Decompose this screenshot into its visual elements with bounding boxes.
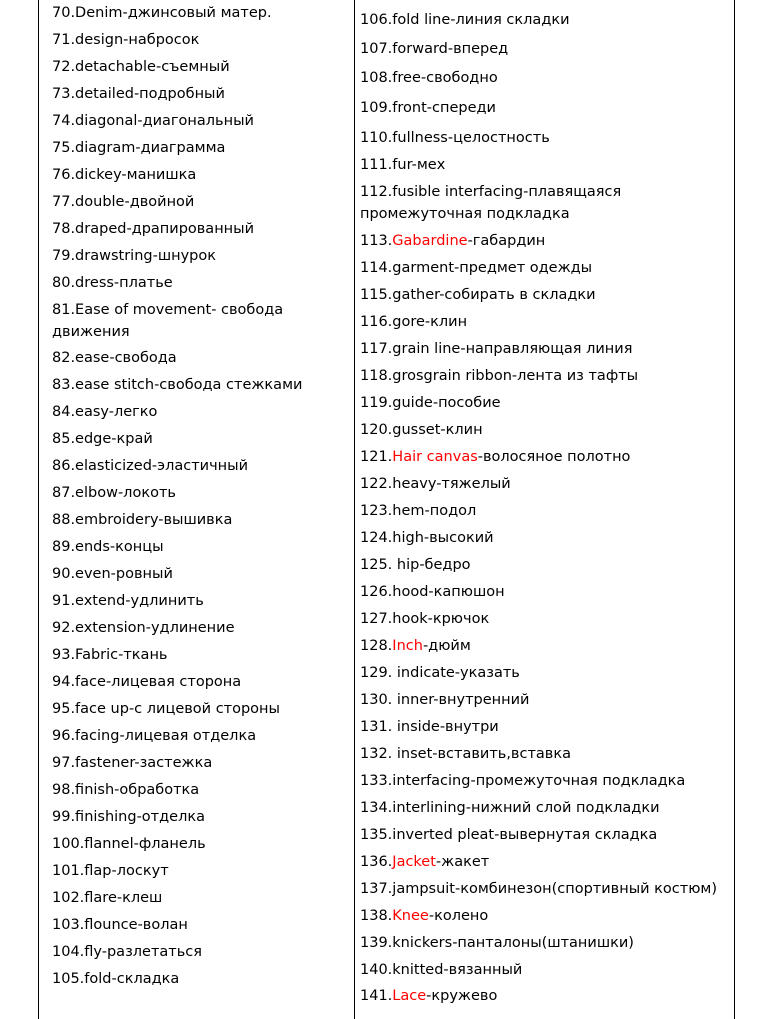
entry-text: 140.knitted-вязанный — [360, 962, 523, 978]
entry-text: 114.garment-предмет одежды — [360, 260, 593, 276]
glossary-entry — [52, 218, 254, 240]
glossary-entry — [360, 743, 571, 765]
entry-translation: -колено — [428, 908, 489, 924]
entry-translation: -дюйм — [422, 638, 471, 654]
highlighted-term: Hair canvas — [392, 449, 478, 465]
glossary-entry — [360, 905, 488, 927]
entry-text: 131. inside-внутри — [360, 719, 499, 735]
glossary-entry — [52, 110, 254, 132]
entry-text: 106.fold line-линия складки — [360, 12, 570, 28]
entry-text: 130. inner-внутренний — [360, 692, 530, 708]
entry-text: 135.inverted pleat-вывернутая складка — [360, 827, 658, 843]
entry-text: 86.elasticized-эластичный — [52, 458, 249, 474]
glossary-entry — [360, 284, 596, 306]
entry-text: 138. — [360, 908, 393, 924]
glossary-entry — [52, 509, 232, 531]
glossary-entry — [360, 67, 498, 89]
glossary-entry — [52, 482, 176, 504]
glossary-entry — [52, 617, 235, 639]
entry-text: 115.gather-собирать в складки — [360, 287, 596, 303]
entry-text: 90.even-ровный — [52, 566, 173, 582]
glossary-entry — [360, 392, 501, 414]
entry-translation: -кружево — [426, 988, 498, 1004]
table-border-right — [734, 0, 735, 1019]
entry-text: 116.gore-клин — [360, 314, 468, 330]
glossary-entry — [52, 914, 188, 936]
highlighted-term: Inch — [392, 638, 423, 654]
entry-text: 89.ends-концы — [52, 539, 164, 555]
glossary-entry — [360, 97, 496, 119]
glossary-entry — [360, 581, 505, 603]
glossary-entry — [52, 779, 199, 801]
glossary-entry — [52, 968, 179, 990]
glossary-entry — [360, 181, 621, 203]
entry-text: 75.diagram-диаграмма — [52, 140, 226, 156]
entry-text: 97.fastener-застежка — [52, 755, 213, 771]
glossary-entry — [360, 716, 499, 738]
entry-text: 112.fusible interfacing-плавящаяся — [360, 184, 622, 200]
entry-text: 98.finish-обработка — [52, 782, 200, 798]
glossary-entry — [360, 446, 630, 468]
glossary-entry — [52, 191, 194, 213]
table-border-left — [38, 0, 39, 1019]
glossary-entry — [52, 536, 164, 558]
entry-text: 141. — [360, 988, 393, 1004]
entry-text: 91.extend-удлинить — [52, 593, 204, 609]
glossary-entry — [360, 824, 657, 846]
glossary-entry — [360, 554, 471, 576]
glossary-entry — [360, 985, 497, 1007]
glossary-entry — [52, 2, 272, 24]
entry-text: 79.drawstring-шнурок — [52, 248, 216, 264]
glossary-entry — [52, 455, 248, 477]
glossary-entry — [360, 257, 592, 279]
highlighted-term: Knee — [392, 908, 429, 924]
glossary-entry — [360, 365, 638, 387]
glossary-entry — [360, 230, 545, 252]
highlighted-term: Lace — [392, 988, 427, 1004]
entry-text: 120.gusset-клин — [360, 422, 483, 438]
entry-text: 119.guide-пособие — [360, 395, 501, 411]
entry-text: 111.fur-мех — [360, 157, 446, 173]
glossary-entry — [360, 9, 570, 31]
glossary-entry — [360, 154, 445, 176]
glossary-entry — [52, 671, 241, 693]
glossary-entry — [360, 527, 494, 549]
entry-text: 95.face up-с лицевой стороны — [52, 701, 280, 717]
glossary-entry — [52, 245, 216, 267]
entry-text: 77.double-двойной — [52, 194, 195, 210]
glossary-entry — [52, 299, 283, 321]
glossary-entry — [52, 806, 205, 828]
entry-text: 110.fullness-целостность — [360, 130, 550, 146]
glossary-entry — [52, 752, 212, 774]
glossary-entry — [52, 563, 173, 585]
entry-text: 82.ease-свобода — [52, 350, 177, 366]
entry-text: 113. — [360, 233, 393, 249]
glossary-entry — [360, 689, 529, 711]
entry-text: 102.flare-клеш — [52, 890, 163, 906]
glossary-entry — [52, 725, 256, 747]
entry-text: 136. — [360, 854, 393, 870]
glossary-entry — [52, 860, 169, 882]
entry-translation: -жакет — [435, 854, 490, 870]
glossary-entry — [52, 83, 225, 105]
entry-text: 81.Ease of movement- свобода — [52, 302, 284, 318]
entry-text: 87.elbow-локоть — [52, 485, 176, 501]
entry-text: 134.interlining-нижний слой подкладки — [360, 800, 660, 816]
glossary-entry — [52, 347, 177, 369]
entry-translation: -волосяное полотно — [477, 449, 631, 465]
entry-text: 94.face-лицевая сторона — [52, 674, 242, 690]
entry-text: 104.fly-разлетаться — [52, 944, 202, 960]
glossary-entry — [360, 635, 471, 657]
entry-translation: -габардин — [467, 233, 546, 249]
entry-text: 83.ease stitch-свобода стежками — [52, 377, 303, 393]
entry-text: 122.heavy-тяжелый — [360, 476, 511, 492]
glossary-entry-continuation: движения — [52, 324, 130, 340]
glossary-entry — [360, 662, 520, 684]
entry-text: 105.fold-складка — [52, 971, 180, 987]
glossary-entry — [52, 644, 167, 666]
entry-text: 72.detachable-съемный — [52, 59, 230, 75]
entry-text: 133.interfacing-промежуточная подкладка — [360, 773, 686, 789]
glossary-entry — [52, 428, 153, 450]
glossary-entry — [52, 590, 204, 612]
entry-text: 78.draped-драпированный — [52, 221, 255, 237]
entry-text: 107.forward-вперед — [360, 41, 509, 57]
entry-text: 80.dress-платье — [52, 275, 173, 291]
entry-text: 93.Fabric-ткань — [52, 647, 168, 663]
glossary-entry — [52, 137, 225, 159]
glossary-entry — [360, 127, 550, 149]
entry-text: 71.design-набросок — [52, 32, 200, 48]
entry-text: 121. — [360, 449, 393, 465]
glossary-entry — [360, 932, 634, 954]
entry-text: 108.free-свободно — [360, 70, 498, 86]
glossary-entry — [52, 833, 206, 855]
entry-text: 109.front-спереди — [360, 100, 496, 116]
table-border-middle — [354, 0, 355, 1019]
entry-text: 73.detailed-подробный — [52, 86, 225, 102]
glossary-entry — [52, 374, 302, 396]
glossary-entry — [360, 500, 476, 522]
entry-text: 70.Denim-джинсовый матер. — [52, 5, 272, 21]
glossary-entry — [360, 311, 467, 333]
entry-text: 85.edge-край — [52, 431, 153, 447]
entry-text: 96.facing-лицевая отделка — [52, 728, 257, 744]
glossary-entry — [360, 797, 660, 819]
entry-text: 128. — [360, 638, 393, 654]
entry-text: 101.flap-лоскут — [52, 863, 169, 879]
entry-text: 129. indicate-указать — [360, 665, 520, 681]
glossary-entry — [52, 941, 202, 963]
entry-text: 76.dickey-манишка — [52, 167, 197, 183]
glossary-entry-continuation: промежуточная подкладка — [360, 206, 570, 222]
entry-text: 124.high-высокий — [360, 530, 494, 546]
highlighted-term: Jacket — [392, 854, 436, 870]
entry-text: 103.flounce-волан — [52, 917, 188, 933]
entry-text: 92.extension-удлинение — [52, 620, 235, 636]
glossary-entry — [52, 164, 196, 186]
entry-text: 88.embroidery-вышивка — [52, 512, 233, 528]
glossary-entry — [52, 56, 230, 78]
glossary-entry — [360, 473, 511, 495]
entry-text: 100.flannel-фланель — [52, 836, 206, 852]
entry-text: 118.grosgrain ribbon-лента из тафты — [360, 368, 639, 384]
entry-text: 74.diagonal-диагональный — [52, 113, 254, 129]
glossary-entry — [52, 29, 199, 51]
entry-text: 132. inset-вставить,вставка — [360, 746, 571, 762]
entry-text: 125. hip-бедро — [360, 557, 471, 573]
glossary-entry — [52, 272, 173, 294]
entry-text: 139.knickers-панталоны(штанишки) — [360, 935, 634, 951]
entry-text: 126.hood-капюшон — [360, 584, 505, 600]
entry-text: 117.grain line-направляющая линия — [360, 341, 633, 357]
glossary-entry — [360, 338, 632, 360]
glossary-entry — [52, 887, 162, 909]
entry-text: 99.finishing-отделка — [52, 809, 205, 825]
glossary-entry — [360, 770, 685, 792]
entry-text: 137.jampsuit-комбинезон(спортивный костюм) — [360, 881, 718, 897]
entry-text: 84.easy-легко — [52, 404, 158, 420]
glossary-entry — [360, 38, 508, 60]
highlighted-term: Gabardine — [392, 233, 468, 249]
glossary-entry — [360, 419, 483, 441]
glossary-entry — [360, 851, 489, 873]
glossary-entry — [360, 959, 522, 981]
entry-text: 127.hook-крючок — [360, 611, 490, 627]
glossary-entry — [52, 698, 280, 720]
glossary-entry — [360, 608, 489, 630]
glossary-entry — [360, 878, 717, 900]
glossary-entry — [52, 401, 157, 423]
entry-text: 123.hem-подол — [360, 503, 477, 519]
